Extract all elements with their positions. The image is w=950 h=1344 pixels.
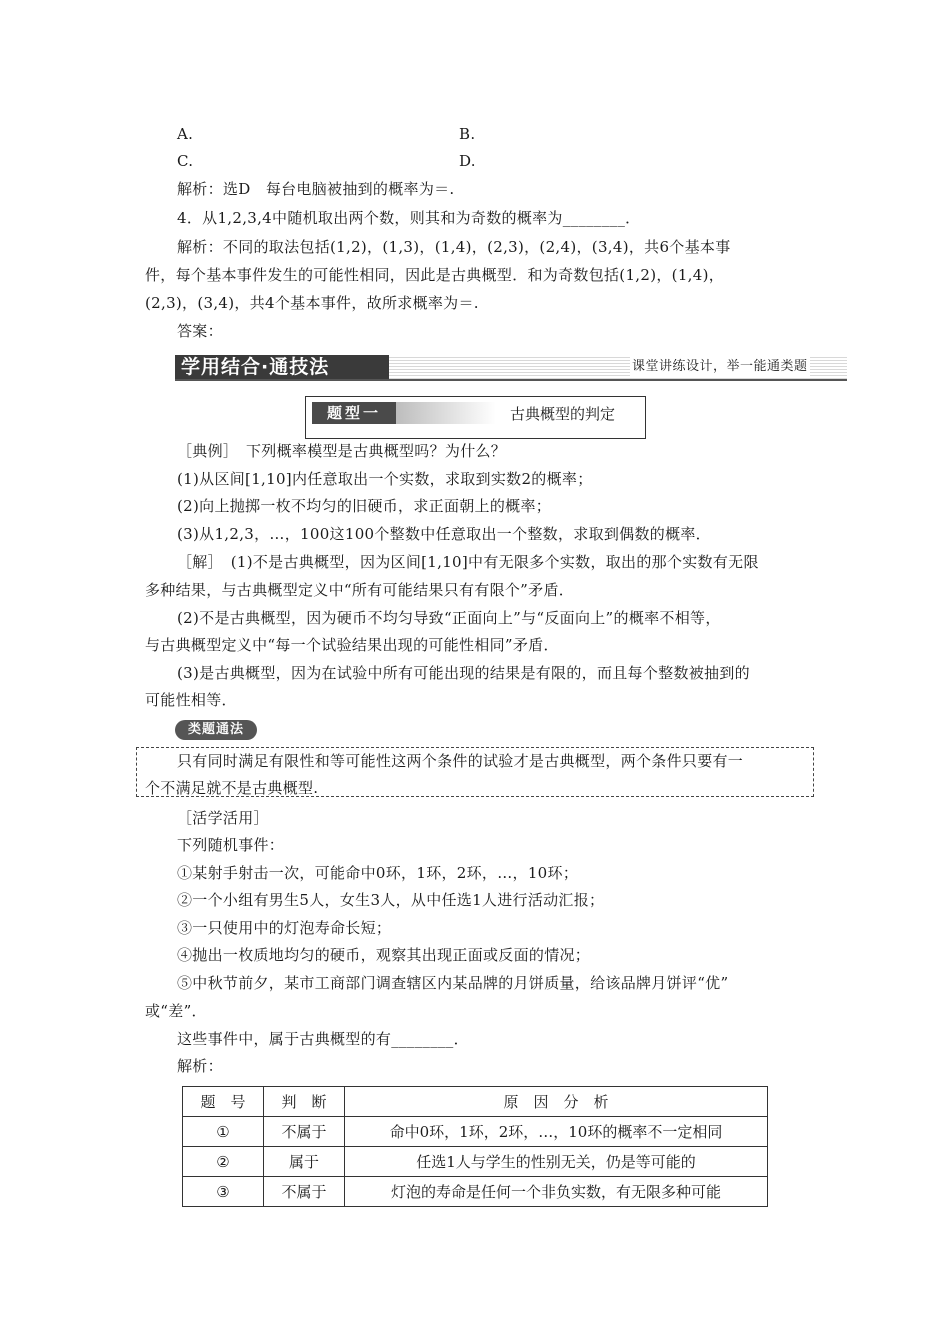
- table-row: [183, 1177, 768, 1207]
- table-cell: 不属于: [264, 1117, 345, 1147]
- method-line-1: 只有同时满足有限性和等可能性这两个条件的试验才是古典概型，两个条件只要有一: [177, 752, 744, 770]
- q3-answer: 解析：选D 每台电脑被抽到的概率为＝.: [177, 180, 455, 198]
- event-5b: 或“差”．: [145, 1002, 207, 1020]
- practice-analysis-label: 解析：: [177, 1057, 223, 1075]
- practice-intro: 下列随机事件：: [177, 836, 285, 854]
- example-intro: ［典例］ 下列概率模型是古典概型吗？为什么？: [177, 442, 507, 460]
- table-cell: ①: [183, 1117, 264, 1147]
- solution-1b: 多种结果，与古典概型定义中“所有可能结果只有有限个”矛盾．: [145, 581, 575, 599]
- option-d: D.: [459, 152, 476, 170]
- event-2: ②一个小组有男生5人，女生3人，从中任选1人进行活动汇报；: [177, 891, 605, 909]
- banner-title: 学用结合·通技法: [175, 355, 389, 379]
- table-row: [183, 1147, 768, 1177]
- solution-1a: ［解］ (1)不是古典概型，因为区间[1,10]中有无限多个实数，取出的那个实数有无限: [177, 553, 759, 571]
- event-3: ③一只使用中的灯泡寿命长短；: [177, 919, 392, 937]
- banner-rule: [175, 379, 847, 381]
- type-label-fade: [396, 402, 496, 424]
- q4-solution-line-3: (2,3)，(3,4)，共4个基本事件，故所求概率为＝.: [145, 294, 479, 312]
- table-cell: ③: [183, 1177, 264, 1207]
- method-tag: 类题通法: [175, 720, 257, 740]
- practice-heading: ［活学活用］: [177, 809, 269, 827]
- section-banner: [175, 355, 847, 379]
- q4-question: 4．从1,2,3,4中随机取出两个数，则其和为奇数的概率为________．: [177, 209, 641, 227]
- q4-solution-line-1: 解析：不同的取法包括(1,2)，(1,3)，(1,4)，(2,3)，(2,4)，(3,4)，共6个基本事: [177, 238, 731, 256]
- event-1: ①某射手射击一次，可能命中0环，1环，2环，…，10环；: [177, 864, 579, 882]
- table-row: [183, 1117, 768, 1147]
- table-cell: ②: [183, 1147, 264, 1177]
- table-cell: 任选1人与学生的性别无关，仍是等可能的: [345, 1147, 768, 1177]
- q4-solution-line-2: 件，每个基本事件发生的可能性相同，因此是古典概型．和为奇数包括(1,2)，(1,4)，: [145, 266, 725, 284]
- method-line-2: 个不满足就不是古典概型.: [145, 779, 319, 797]
- table-cell: 命中0环，1环，2环，…，10环的概率不一定相同: [345, 1117, 768, 1147]
- option-c: C.: [177, 152, 194, 170]
- type-label: 题型一: [312, 402, 396, 424]
- header-cell: 原 因 分 析: [345, 1087, 768, 1117]
- solution-3a: (3)是古典概型，因为在试验中所有可能出现的结果是有限的，而且每个整数被抽到的: [177, 664, 750, 682]
- header-cell: 判 断: [264, 1087, 345, 1117]
- q4-answer-label: 答案：: [177, 322, 223, 340]
- type-title: 古典概型的判定: [510, 405, 616, 423]
- banner-subtitle: 课堂讲练设计，举一能通类题: [630, 357, 810, 377]
- event-5a: ⑤中秋节前夕，某市工商部门调查辖区内某品牌的月饼质量，给该品牌月饼评“优”: [177, 974, 729, 992]
- example-item-1: (1)从区间[1,10]内任意取出一个实数，求取到实数2的概率；: [177, 470, 593, 488]
- practice-question: 这些事件中，属于古典概型的有________．: [177, 1030, 469, 1048]
- table-header-row: [183, 1087, 768, 1117]
- event-4: ④抛出一枚质地均匀的硬币，观察其出现正面或反面的情况；: [177, 946, 591, 964]
- solution-3b: 可能性相等．: [145, 691, 237, 709]
- example-item-2: (2)向上抛掷一枚不均匀的旧硬币，求正面朝上的概率；: [177, 497, 552, 515]
- example-item-3: (3)从1,2,3，…，100这100个整数中任意取出一个整数，求取到偶数的概率．: [177, 525, 711, 543]
- option-a: A.: [177, 125, 194, 143]
- table-cell: 不属于: [264, 1177, 345, 1207]
- question-type-box: [305, 396, 646, 439]
- table-cell: 灯泡的寿命是任何一个非负实数，有无限多种可能: [345, 1177, 768, 1207]
- option-b: B.: [459, 125, 476, 143]
- header-cell: 题 号: [183, 1087, 264, 1117]
- solution-2b: 与古典概型定义中“每一个试验结果出现的可能性相同”矛盾．: [145, 636, 559, 654]
- solution-2a: (2)不是古典概型，因为硬币不均匀导致“正面向上”与“反面向上”的概率不相等，: [177, 609, 721, 627]
- table-cell: 属于: [264, 1147, 345, 1177]
- analysis-table: [182, 1086, 768, 1207]
